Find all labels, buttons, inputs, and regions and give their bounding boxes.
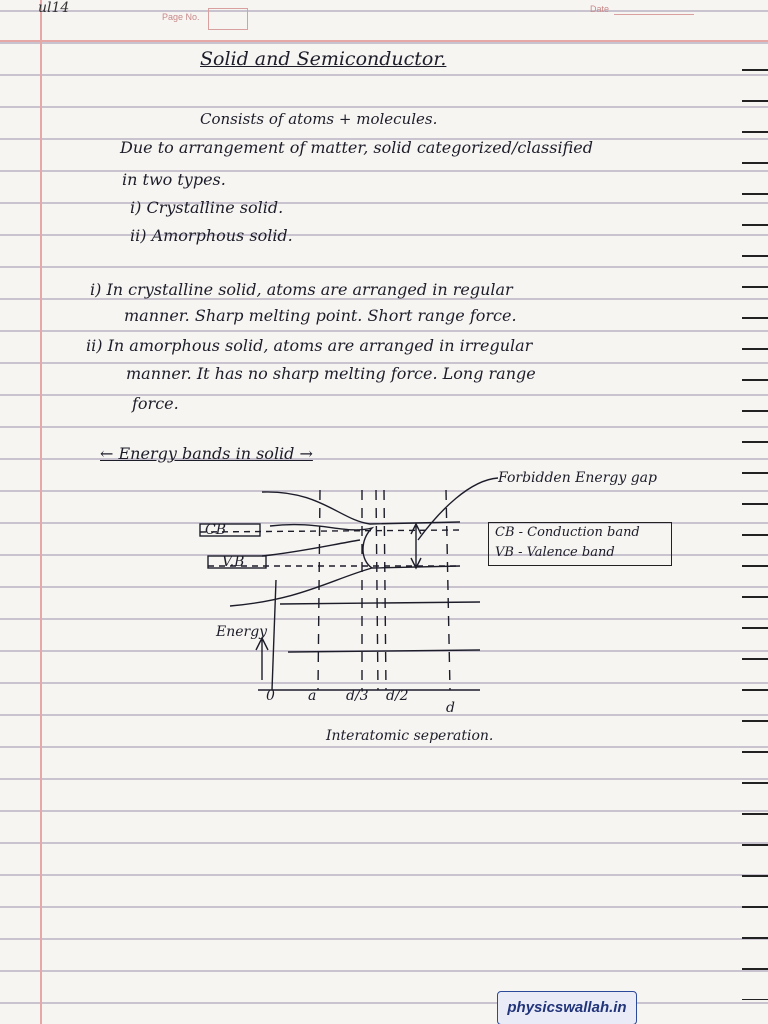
cb-level-line — [200, 530, 460, 532]
dashed-line-d3b — [376, 490, 378, 690]
text-line-1: Consists of atoms + molecules. — [200, 110, 438, 128]
dashed-line-d — [446, 490, 450, 690]
dashed-line-d2 — [384, 490, 386, 690]
text-line-2: Due to arrangement of matter, solid categorized/classified — [120, 138, 593, 157]
valence-band-curve — [230, 566, 460, 606]
tick-label-0: 0 — [266, 688, 275, 704]
text-line-8: ii) In amorphous solid, atoms are arranged in irregular — [86, 336, 533, 355]
tick-label-d: d — [446, 700, 455, 716]
forbidden-gap-label: Forbidden Energy gap — [498, 470, 657, 486]
text-line-6: i) In crystalline solid, atoms are arranged in regular — [90, 280, 513, 299]
text-line-10: force. — [132, 394, 179, 413]
dashed-line-a — [318, 490, 320, 690]
band-legend — [488, 522, 672, 566]
energy-arrow — [256, 638, 268, 680]
text-line-5: ii) Amorphous solid. — [130, 226, 293, 245]
band-split-lower — [262, 540, 360, 556]
text-line-4: i) Crystalline solid. — [130, 198, 284, 217]
tick-label-d3: d/3 — [346, 688, 369, 704]
date-label: Date — [590, 4, 610, 14]
vb-label: V.B — [222, 554, 245, 570]
text-line-7: manner. Sharp melting point. Short range force. — [124, 306, 517, 325]
x-axis-label: Interatomic seperation. — [326, 728, 494, 744]
text-line-3: in two types. — [122, 170, 226, 189]
conduction-band-curve — [262, 492, 460, 524]
level-line-1 — [280, 602, 480, 604]
section-heading-energy-bands: ← Energy bands in solid → — [100, 444, 313, 463]
energy-axis-label: Energy — [216, 624, 268, 640]
cb-label: CB — [205, 522, 226, 538]
level-line-2 — [288, 650, 480, 652]
page-no-label: Page No. — [162, 12, 200, 22]
legend-item-vb: VB - Valence band — [495, 545, 615, 560]
tick-label-a: a — [308, 688, 317, 704]
page-title: Solid and Semiconductor. — [200, 48, 447, 70]
watermark-badge[interactable]: physicswallah.in — [497, 991, 637, 1024]
legend-item-cb: CB - Conduction band — [495, 525, 640, 540]
y-axis — [272, 580, 276, 690]
tick-label-d2: d/2 — [386, 688, 409, 704]
corner-text: ul14 — [38, 0, 70, 16]
text-line-9: manner. It has no sharp melting force. Long range — [126, 364, 536, 383]
forbidden-gap-arrow — [411, 524, 421, 568]
